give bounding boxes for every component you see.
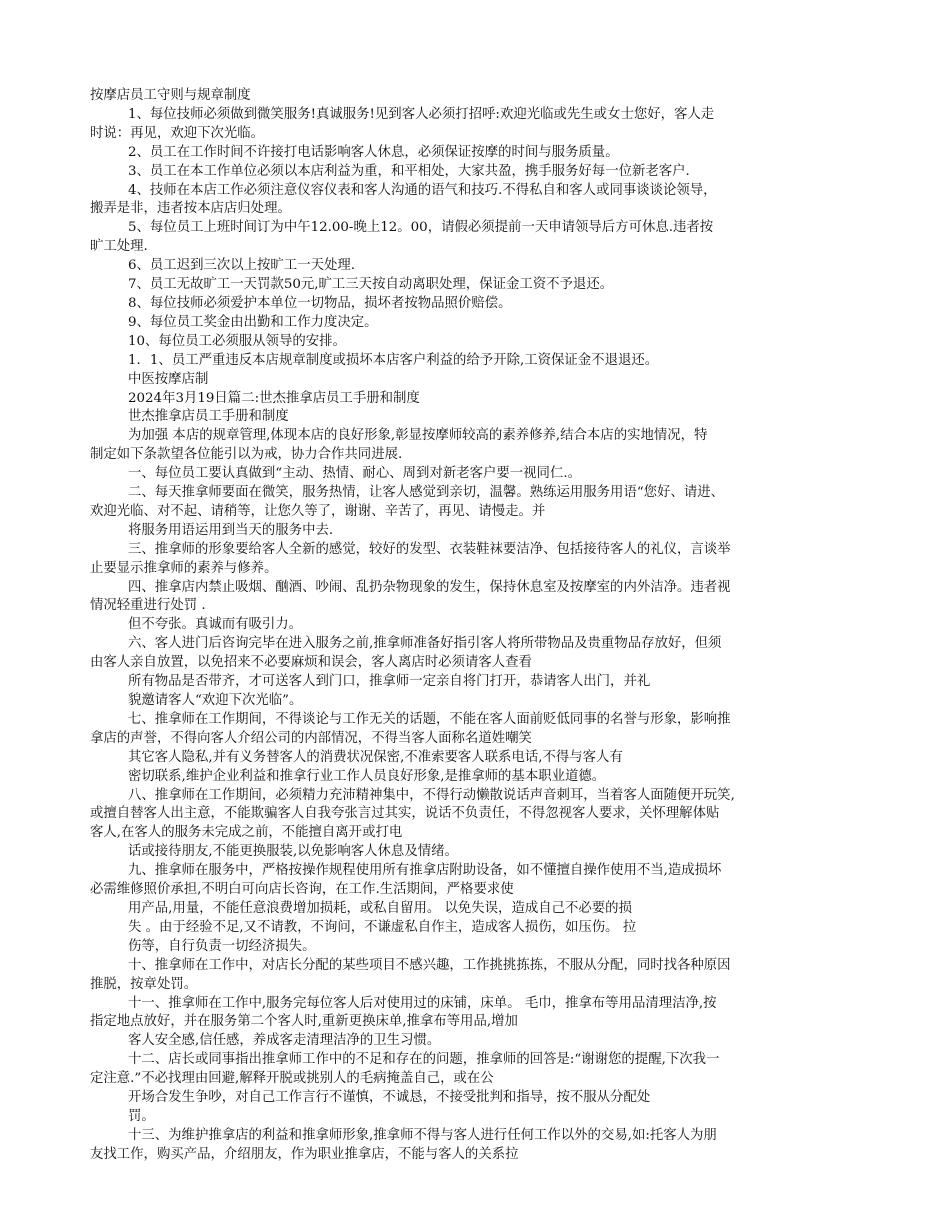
text-line: 二、每天推拿师要面在微笑，服务热情，让客人感觉到亲切，温馨。熟练运用服务用语“您好、请进、 [128,485,725,501]
document-body [90,87,860,1165]
text-line: 伤等，自行负责一切经济损失。 [128,938,316,954]
text-line: 失 。由于经验不足,又不请教，不询问，不谦虚私自作主，造成客人损伤，如压伤。 拉 [128,919,637,935]
text-line: 密切联系,维护企业利益和推拿行业工作人员良好形象,是推拿师的基本职业道德。 [128,768,606,784]
text-line: 定注意.”不必找理由回避,解释开脱或挑别人的毛病掩盖自己，或在公 [90,1071,494,1087]
text-line: 貌邀请客人“欢迎下次光临”。 [128,693,303,708]
text-line: 客人安全感,信任感，养成客走清理洁净的卫生习惯。 [128,1033,441,1049]
text-line: 但不夸张。真诚而有吸引力。 [128,617,303,633]
text-line: 或擅自替客人出主意，不能欺骗客人自我夸张言过其实，说话不负责任，不得忽视客人要求，关怀理解体贴 [90,806,720,822]
text-line: 必需维修照价承担,不明白可向店长咨询，在工作.生活期间，严格要求使 [90,882,514,898]
text-line: 4、技师在本店工作必须注意仪容仪表和客人沟通的语气和技巧.不得私自和客人或同事谈谈论领导， [128,182,717,198]
text-line: 欢迎光临、对不起、请稍等，让您久等了，谢谢、辛苦了，再见、请慢走。并 [90,503,546,519]
text-line: 搬弄是非，违者按本店店归处理。 [90,201,291,217]
text-line: 2024年3月19日篇二:世杰推拿店员工手册和制度 [128,390,420,406]
text-line: 6、员工迟到三次以上按旷工一天处理. [128,258,356,274]
text-line: 世杰推拿店员工手册和制度 [128,409,289,425]
text-line: 情况轻重进行处罚 . [90,598,206,614]
text-line: 拿店的声誉，不得向客人介绍公司的内部情况，不得当客人面称名道姓嘲笑 [90,730,532,746]
text-line: 十一、推拿师在工作中,服务完每位客人后对使用过的床铺，床单。 毛巾，推拿布等用品清理洁净,按 [128,995,717,1011]
text-line: 1、每位技师必须做到微笑服务!真诚服务!见到客人必须打招呼:欢迎光临或先生或女士您好，客人走 [128,106,715,122]
text-line: 8、每位技师必须爱护本单位一切物品，损坏者按物品照价赔偿。 [128,295,512,311]
text-line: 罚。 [128,1108,155,1124]
text-line: 为加强 本店的规章管理,体现本店的良好形象,彰显按摩师较高的素养修养,结合本店的实地情况，特 [128,428,708,444]
text-line: 话或接待朋友,不能更换服装,以免影响客人休息及情绪。 [128,844,458,860]
text-line: 中医按摩店制 [128,371,209,387]
text-line: 十、推拿师在工作中，对店长分配的某些项目不感兴趣，工作挑挑拣拣，不服从分配，同时找各种原因 [128,957,731,973]
text-line: 友找工作，购买产品，介绍朋友，作为职业推拿店，不能与客人的关系拉 [90,1146,519,1162]
text-line: 九、推拿师在服务中，严格按操作规程使用所有推拿店附助设备，如不懂擅自操作使用不当,造成损坏 [128,863,722,879]
text-line: 10、每位员工必须服从领导的安排。 [128,333,346,349]
text-line: 七、推拿师在工作期间，不得谈论与工作无关的话题，不能在客人面前贬低同事的名誉与形象，影响推 [128,711,731,727]
text-line: 由客人亲自放置，以免招来不必要麻烦和误会，客人离店时必须请客人查看 [90,655,532,671]
text-line: 用产品,用量，不能任意浪费增加损耗，或私自留用。 以免失误，造成自己不必要的损 [128,900,632,916]
text-line: 7、员工无故旷工一天罚款50元,旷工三天按自动离职处理，保证金工资不予退还。 [128,277,614,293]
document-title: 按摩店员工守则与规章制度 [90,88,251,103]
text-line: 所有物品是否带齐，才可送客人到门口，推拿师一定亲自将门打开，恭请客人出门，并礼 [128,674,651,690]
text-line: 推脱，按章处罚。 [90,976,198,992]
text-line: 止要显示推拿师的素养与修养。 [90,560,278,576]
text-line: 其它客人隐私,并有义务替客人的消费状况保密,不准索要客人联系电话,不得与客人有 [128,749,623,765]
text-line: 3、员工在本工作单位必须以本店利益为重，和平相处，大家共盈，携手服务好每一位新老客户. [128,163,690,179]
text-line: 旷工处理. [90,239,148,255]
text-line: 四、推拿店内禁止吸烟、酗酒、吵闹、乱扔杂物现象的发生，保持休息室及按摩室的内外洁净。违者视 [128,579,731,595]
text-line: 三、推拿师的形象要给客人全新的感觉，较好的发型、衣装鞋袜要洁净、包括接待客人的礼仪，言谈举 [128,541,731,557]
text-line: 开场合发生争吵，对自己工作言行不谨慎，不诚恳，不接受批判和指导，按不服从分配处 [128,1090,651,1106]
text-line: 六、客人进门后咨询完毕在进入服务之前,推拿师准备好指引客人将所带物品及贵重物品存放好，但须 [128,636,722,652]
text-line: 5、每位员工上班时间订为中午12.00-晚上12。00，请假必须提前一天申请领导后方可休息.违者按 [128,220,714,236]
text-line: 2、员工在工作时间不许接打电话影响客人休息，必须保证按摩的时间与服务质量。 [128,144,619,160]
text-line: 1．1、员工严重违反本店规章制度或损坏本店客户利益的给予开除,工资保证金不退退还。 [128,352,659,368]
text-line: 十二、店长或同事指出推拿师工作中的不足和存在的问题，推拿师的回答是:“谢谢您的提醒,下次我一 [128,1052,720,1068]
text-line: 八、推拿师在工作期间，必须精力充沛精神集中，不得行动懒散说话声音刺耳，当着客人面随便开玩笑, [128,787,735,803]
text-line: 指定地点放好，并在服务第二个客人时,重新更换床单,推拿布等用品,增加 [90,1014,518,1030]
text-line: 一、每位员工要认真做到“主动、热情、耐心、周到对新老客户要一视同仁.。 [128,466,581,482]
text-line: 十三、为维护推拿店的利益和推拿师形象,推拿师不得与客人进行任何工作以外的交易,如:托客人为朋 [128,1127,717,1143]
text-line: 9、每位员工奖金由出勤和工作力度决定。 [128,314,378,330]
text-line: 制定如下条款望各位能引以为戒，协力合作共同进展. [90,447,403,463]
text-line: 将服务用语运用到当天的服务中去. [128,522,334,538]
text-line: 客人,在客人的服务未完成之前，不能擅自离开或打电 [90,825,403,841]
text-line: 时说：再见，欢迎下次光临。 [90,125,265,141]
